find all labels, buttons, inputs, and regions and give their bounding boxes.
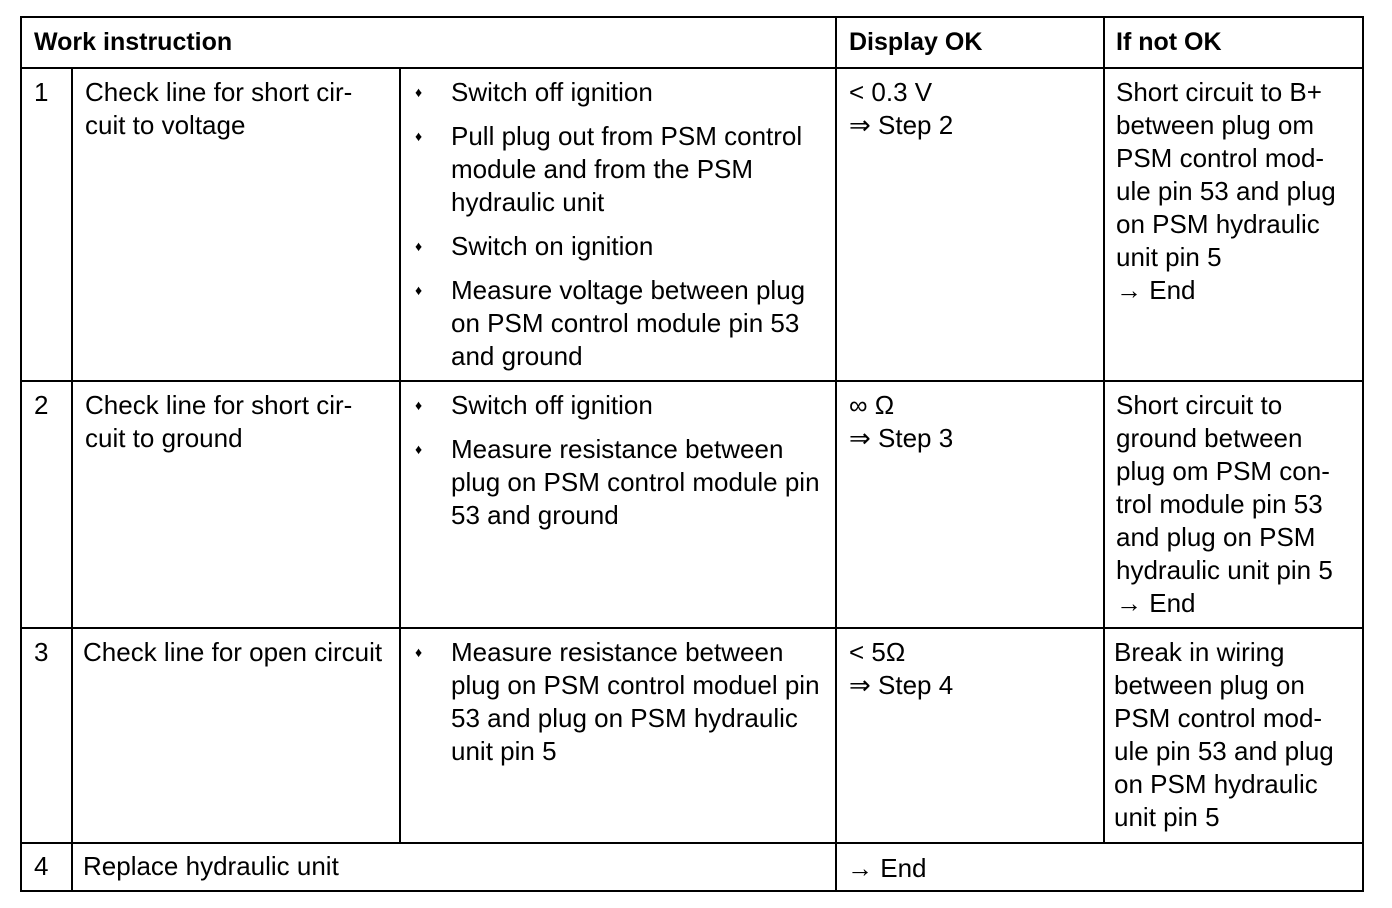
- if-not-ok-2: Short circuit to ground between plug om PSM con- trol module pin 53 and plug on PSM hydraulic unit pin 5 → End: [1116, 390, 1333, 618]
- col-divider-task: [399, 67, 401, 842]
- task-3: Check line for open circuit: [83, 637, 383, 667]
- display-ok-3: < 5Ω ⇒ Step 4: [849, 637, 954, 700]
- procedure-3: [413, 636, 828, 779]
- row-divider-3: [22, 842, 1362, 844]
- col-divider-ifnot: [1103, 18, 1105, 842]
- display-ok-2: ∞ Ω ⇒ Step 3: [849, 390, 954, 453]
- procedure-step-text: Measure voltage between plug on PSM control module pin 53 and ground: [451, 275, 806, 371]
- bullet-icon: ♦: [415, 84, 423, 100]
- procedure-step-text: Pull plug out from PSM control module and from the PSM hydraulic unit: [451, 121, 803, 217]
- work-instruction-sheet: [20, 16, 1364, 892]
- procedure-2: [413, 389, 828, 543]
- bullet-icon: ♦: [415, 441, 423, 457]
- procedure-step: [413, 389, 828, 422]
- step-number-3: 3: [34, 637, 49, 667]
- procedure-step-text: Switch off ignition: [451, 390, 653, 420]
- procedure-step: [413, 76, 828, 109]
- procedure-step-text: Measure resistance between plug on PSM control moduel pin 53 and plug on PSM hydraulic unit pin 5: [451, 637, 820, 766]
- procedure-step-text: Switch on ignition: [451, 231, 654, 261]
- procedure-step: [413, 120, 828, 219]
- row-divider-2: [22, 627, 1362, 629]
- bullet-icon: ♦: [415, 644, 423, 660]
- row-divider-header: [22, 67, 1362, 69]
- procedure-step: [413, 274, 828, 373]
- task-2: Check line for short cir- cuit to ground: [85, 390, 353, 453]
- bullet-icon: ♦: [415, 238, 423, 254]
- col-divider-number: [71, 67, 73, 892]
- header-if-not-ok: If not OK: [1116, 28, 1222, 56]
- procedure-step: [413, 433, 828, 532]
- task-4: Replace hydraulic unit: [83, 851, 339, 881]
- if-not-ok-3: Break in wiring between plug on PSM control mod- ule pin 53 and plug on PSM hydraulic unit pin 5: [1114, 637, 1334, 832]
- procedure-1: [413, 76, 828, 384]
- bullet-icon: ♦: [415, 282, 423, 298]
- procedure-step: [413, 636, 828, 768]
- if-not-ok-1: Short circuit to B+ between plug om PSM control mod- ule pin 53 and plug on PSM hydraulic unit pin 5 → End: [1116, 77, 1336, 305]
- display-ok-1: < 0.3 V ⇒ Step 2: [849, 77, 954, 140]
- header-display-ok: Display OK: [849, 28, 983, 56]
- work-instruction-table: [20, 16, 1364, 892]
- bullet-icon: ♦: [415, 397, 423, 413]
- header-work-instruction: Work instruction: [34, 28, 233, 56]
- step-number-1: 1: [34, 77, 49, 107]
- step-number-2: 2: [34, 390, 49, 420]
- procedure-step-text: Measure resistance between plug on PSM control module pin 53 and ground: [451, 434, 820, 530]
- bullet-icon: ♦: [415, 128, 423, 144]
- procedure-step-text: Switch off ignition: [451, 77, 653, 107]
- step-number-4: 4: [34, 851, 49, 881]
- display-ok-4: → End: [847, 853, 927, 883]
- procedure-step: [413, 230, 828, 263]
- task-1: Check line for short cir- cuit to voltage: [85, 77, 353, 140]
- col-divider-display: [835, 18, 837, 892]
